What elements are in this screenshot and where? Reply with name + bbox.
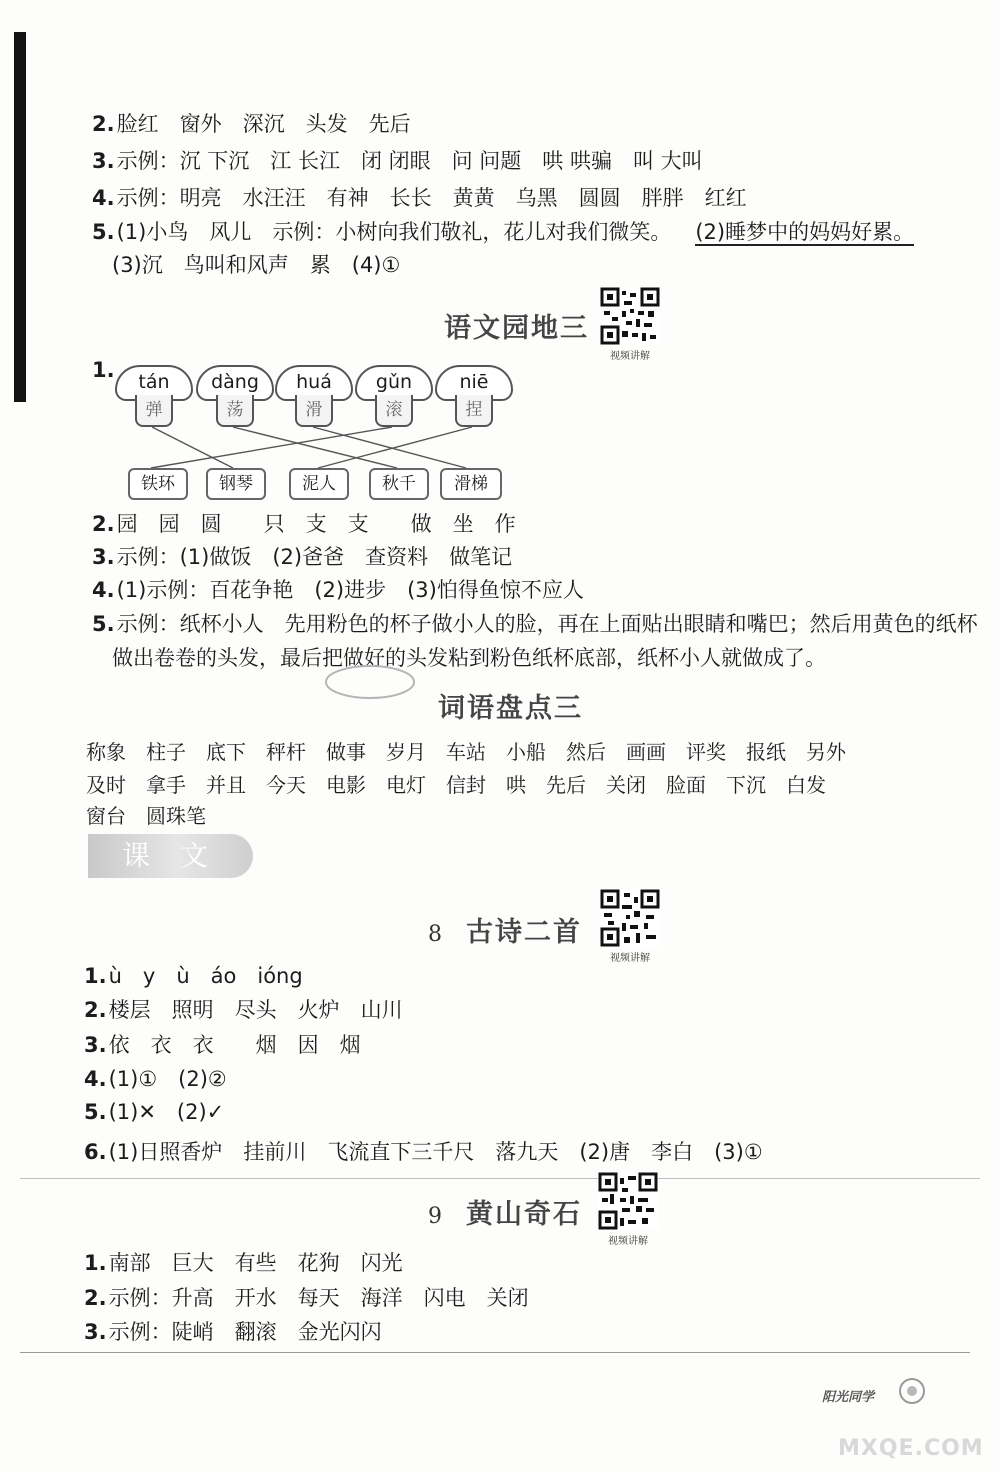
word-box-1: 铁环 — [128, 468, 188, 500]
word-box-2: 钢琴 — [206, 468, 266, 500]
qr-caption: 视频讲解 — [608, 1236, 648, 1247]
lesson9-answer-1: 1.南部 巨大 有些 花狗 闪光 — [84, 1251, 403, 1275]
stamp-mark — [322, 662, 418, 702]
answer-4: 4.示例：明亮 水汪汪 有神 长长 黄黄 乌黑 圆圆 胖胖 红红 — [92, 186, 747, 210]
qr-code-lesson-8[interactable] — [600, 889, 660, 964]
qr-caption: 视频讲解 — [610, 953, 650, 964]
footer-logo-icon — [890, 1376, 934, 1406]
footer-divider — [20, 1352, 970, 1353]
lesson-8-title: 8 古诗二首 — [428, 917, 582, 948]
qr-icon — [598, 1172, 658, 1230]
lesson8-answer-3: 3.依 衣 衣 烟 因 烟 — [84, 1033, 361, 1057]
section-title-ciyu: 词语盘点三 — [438, 693, 583, 724]
yuwen-answer-3: 3.示例：(1)做饭 (2)爸爸 查资料 做笔记 — [92, 545, 513, 569]
answer-5-cont: (3)沉 鸟叫和风声 累 (4)① — [112, 253, 401, 277]
yuwen-answer-5-cont: 做出卷卷的头发，最后把做好的头发粘到粉色纸杯底部，纸杯小人就做成了。 — [112, 646, 826, 670]
answer-1-label: 1. — [92, 358, 115, 382]
word-box-4: 秋千 — [369, 468, 429, 500]
word-list-row-3: 窗台 圆珠笔 — [86, 804, 206, 828]
word-box-3: 泥人 — [289, 468, 349, 500]
answer-2: 2.脸红 窗外 深沉 头发 先后 — [92, 112, 411, 136]
qr-icon — [600, 889, 660, 947]
word-box-5: 滑梯 — [440, 468, 502, 500]
lesson8-answer-6: 6.(1)日照香炉 挂前川 飞流直下三千尺 落九天 (2)唐 李白 (3)① — [84, 1140, 763, 1164]
yuwen-answer-2: 2.园 园 圆 只 支 支 做 坐 作 — [92, 512, 516, 536]
section-title-yuwen: 语文园地三 — [444, 313, 589, 344]
qr-caption: 视频讲解 — [610, 351, 650, 362]
answer-3: 3.示例：沉 下沉 江 长江 闭 闭眼 问 问题 哄 哄骗 叫 大叫 — [92, 149, 703, 173]
lesson8-answer-1: 1.ù y ù áo ióng — [84, 964, 303, 988]
section-banner-kewen: 课文 — [88, 834, 253, 878]
watermark-text: MXQE.COM — [838, 1436, 984, 1461]
underlined-answer: (2)睡梦中的妈妈好累。 — [695, 220, 915, 244]
brand-logo: 阳光同学 — [822, 1390, 875, 1405]
lesson-9-title: 9 黄山奇石 — [428, 1199, 582, 1230]
answer-5: 5.(1)小鸟 风儿 示例：小树向我们敬礼，花儿对我们微笑。 (2)睡梦中的妈妈好累。 — [92, 220, 915, 244]
lesson9-answer-3: 3.示例：陡峭 翻滚 金光闪闪 — [84, 1320, 382, 1344]
word-list-row-1: 称象 柱子 底下 秤杆 做事 岁月 车站 小船 然后 画画 评奖 报纸 另外 — [86, 740, 846, 764]
lesson8-answer-5: 5.(1)✕ (2)✓ — [84, 1100, 225, 1124]
qr-code-lesson-9[interactable] — [598, 1172, 658, 1247]
lesson9-answer-2: 2.示例：升高 开水 每天 海洋 闪电 关闭 — [84, 1286, 529, 1310]
yuwen-answer-5: 5.示例：纸杯小人 先用粉色的杯子做小人的脸，再在上面贴出眼睛和嘴巴；然后用黄色的纸杯 — [92, 612, 978, 636]
lesson8-answer-4: 4.(1)① (2)② — [84, 1067, 227, 1091]
divider — [20, 1178, 980, 1179]
word-list-row-2: 及时 拿手 并且 今天 电影 电灯 信封 哄 先后 关闭 脸面 下沉 白发 — [86, 773, 826, 797]
matching-lines — [0, 0, 1000, 520]
lesson8-answer-2: 2.楼层 照明 尽头 火炉 山川 — [84, 998, 403, 1022]
yuwen-answer-4: 4.(1)示例：百花争艳 (2)进步 (3)怕得鱼惊不应人 — [92, 578, 584, 602]
